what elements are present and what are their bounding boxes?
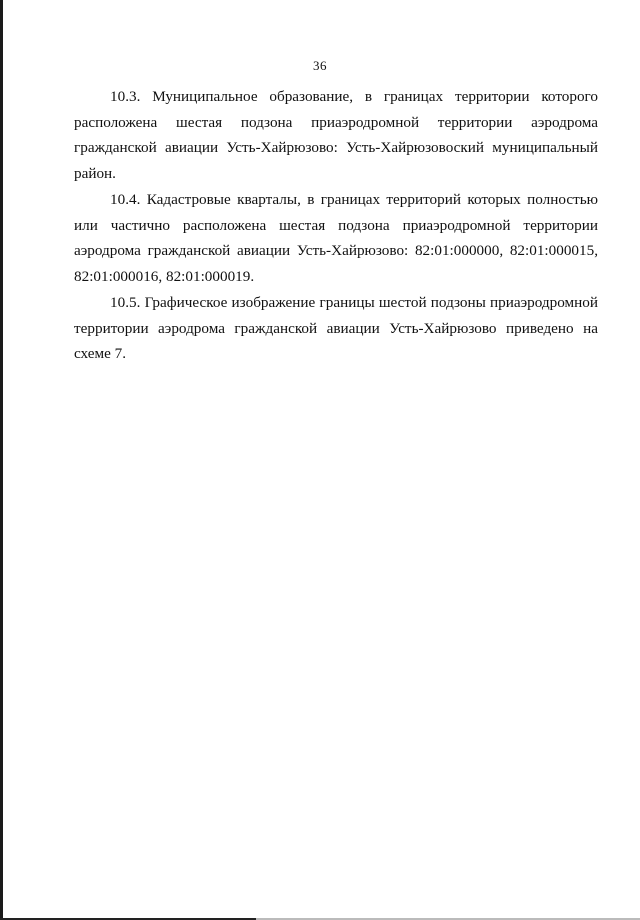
paragraph-10-4: 10.4. Кадастровые кварталы, в границах территорий которых полностью или частично расположена шестая подзона приаэродромной территории аэродрома гражданской авиации Усть-Хайрюзово: 82:01:000000, 82:01:000015, 82:01:000016, 82:01:000019. <box>74 191 598 285</box>
paragraph-10-3: 10.3. Муниципальное образование, в границах территории которого расположена шестая подзона приаэродромной территории аэродрома гражданской авиации Усть-Хайрюзово: Усть-Хайрюзовоский муниципальный район. <box>74 88 598 182</box>
document-body <box>74 84 598 368</box>
paragraph-10-5: 10.5. Графическое изображение границы шестой подзоны приаэродромной территории аэродрома гражданской авиации Усть-Хайрюзово приведено на схеме 7. <box>74 294 598 362</box>
page-number: 36 <box>313 58 327 73</box>
scan-left-edge <box>0 0 3 920</box>
